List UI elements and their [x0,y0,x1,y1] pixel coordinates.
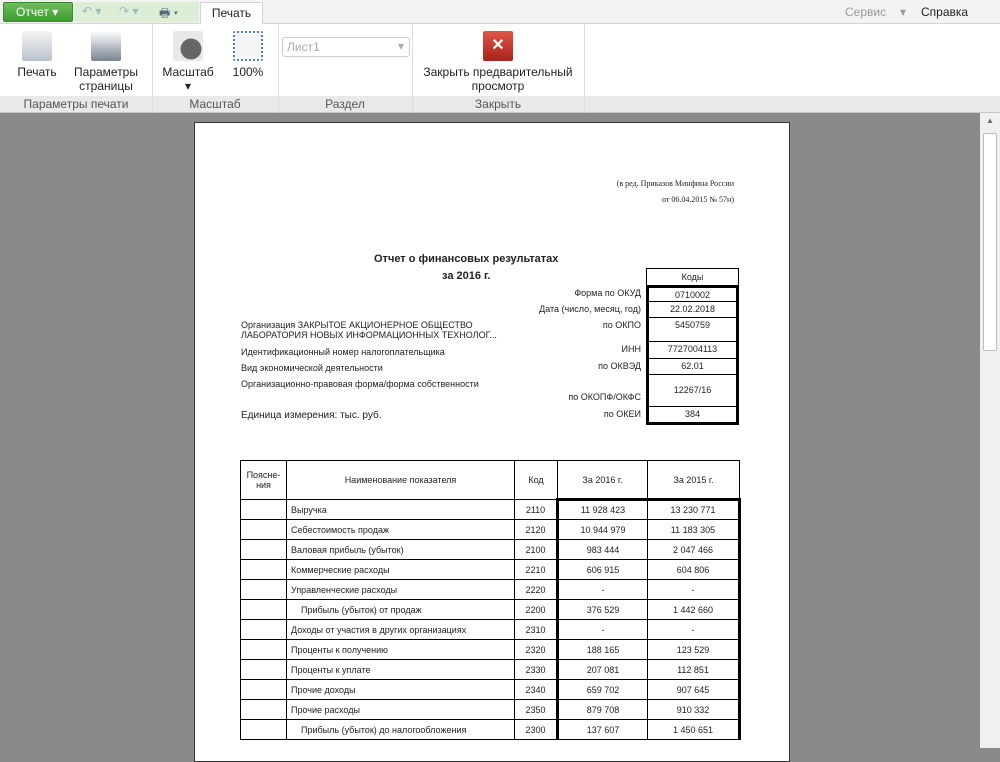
tab-print[interactable]: Печать [200,2,263,25]
cell-y2015: 11 183 305 [648,520,740,540]
divider [412,24,413,113]
divider [584,24,585,113]
scrollbar-thumb[interactable] [983,133,997,351]
cell-code: 2100 [515,540,558,560]
code-label: по ОКВЭД [598,361,641,371]
col-header-2016: За 2016 г. [558,461,648,500]
table-row [241,500,740,520]
printer-icon[interactable]: 🖶 ▾ [159,6,179,20]
cell-notes [241,500,287,520]
quick-access-toolbar [74,2,199,22]
cell-y2016: 606 915 [558,560,648,580]
cell-code: 2300 [515,720,558,740]
ribbon [0,24,1000,96]
close-preview-button[interactable] [420,31,576,93]
table-row [241,700,740,720]
report-menu-button[interactable]: Отчет ▾ [3,2,73,22]
cell-name: Проценты к получению [287,640,515,660]
inn-label: Идентификационный номер налогоплательщика [241,347,445,357]
cell-notes [241,580,287,600]
cell-code: 2200 [515,600,558,620]
table-row [241,660,740,680]
table-row [241,560,740,580]
code-value: 5450759 [646,317,739,342]
report-period: за 2016 г. [442,270,491,282]
cell-y2016: 10 944 979 [558,520,648,540]
cell-code: 2330 [515,660,558,680]
cell-notes [241,640,287,660]
col-header-indicator: Наименование показателя [287,461,515,500]
cell-name: Себестоимость продаж [287,520,515,540]
cell-y2016: 376 529 [558,600,648,620]
page-settings-label-2: страницы [79,79,133,93]
codes-header: Коды [646,268,739,286]
page-settings-button[interactable] [70,31,142,93]
scale-label: Масштаб [162,65,214,79]
cell-y2015: 910 332 [648,700,740,720]
cell-notes [241,680,287,700]
report-title: Отчет о финансовых результатах [374,253,559,265]
cell-name: Проценты к уплате [287,660,515,680]
cell-y2016: 983 444 [558,540,648,560]
cell-y2015: 112 851 [648,660,740,680]
cell-y2015: 2 047 466 [648,540,740,560]
financial-results-table [240,460,741,740]
sheet-select-value: Лист1 [287,40,320,54]
cell-code: 2350 [515,700,558,720]
cell-y2015: 1 442 660 [648,600,740,620]
help-menu[interactable]: Справка [921,5,969,19]
cell-y2015: - [648,580,740,600]
cell-code: 2340 [515,680,558,700]
edition-note: (в ред. Приказов Минфина России [616,179,734,188]
page-settings-label: Параметры [74,65,138,79]
service-menu[interactable]: Сервис [845,5,887,19]
table-row [241,600,740,620]
unit-label: Единица измерения: тыс. руб. [241,410,382,421]
table-row [241,580,740,600]
cell-name: Выручка [287,500,515,520]
table-row [241,640,740,660]
cell-y2016: 137 607 [558,720,648,740]
col-header-2015: За 2015 г. [648,461,740,500]
ribbon-group-labels [0,96,1000,113]
code-value: 12267/16 [646,374,739,407]
cell-name: Валовая прибыль (убыток) [287,540,515,560]
close-icon: ✕ [483,31,513,61]
col-header-notes: Поясне-ния [241,461,287,500]
table-row [241,680,740,700]
print-button[interactable] [15,31,59,79]
code-label: по ОКПО [602,320,641,330]
cell-y2016: 11 928 423 [558,500,648,520]
cell-y2016: 879 708 [558,700,648,720]
cell-notes [241,560,287,580]
activity-label: Вид экономической деятельности [241,363,383,373]
chevron-down-icon: ▾ [397,39,404,53]
cell-y2015: 123 529 [648,640,740,660]
cell-y2016: - [558,620,648,640]
fit-page-icon [233,31,263,61]
cell-y2015: 1 450 651 [648,720,740,740]
scale-button[interactable] [160,31,216,93]
table-row [241,520,740,540]
cell-name: Прочие расходы [287,700,515,720]
divider [152,24,153,113]
cell-notes [241,600,287,620]
chevron-down-icon: ▾ [184,79,192,93]
divider [278,24,279,113]
cell-y2015: 604 806 [648,560,740,580]
code-value: 62.01 [646,358,739,375]
zoom-100-button[interactable] [228,31,268,79]
cell-name: Прибыль (убыток) до налогообложения [287,720,515,740]
code-label: по ОКОПФ/ОКФС [568,392,641,402]
scroll-up-icon[interactable]: ▲ [986,116,994,125]
cell-code: 2120 [515,520,558,540]
col-header-code: Код [515,461,558,500]
cell-code: 2310 [515,620,558,640]
report-label: Отчет [16,5,49,19]
code-value: 7727004113 [646,341,739,359]
cell-notes [241,620,287,640]
code-label: Дата (число, месяц, год) [539,304,641,314]
page-settings-icon [91,31,121,61]
group-label-print: Параметры печати [23,97,129,111]
cell-y2015: 907 645 [648,680,740,700]
group-label-scale: Масштаб [189,97,241,111]
cell-notes [241,520,287,540]
code-value: 384 [646,406,739,425]
cell-name: Управленческие расходы [287,580,515,600]
cell-y2015: - [648,620,740,640]
cell-y2015: 13 230 771 [648,500,740,520]
printer-icon [22,31,52,61]
cell-code: 2110 [515,500,558,520]
legal-form-label: Организационно-правовая форма/форма собственности [241,379,479,389]
code-label: по ОКЕИ [603,409,641,419]
cell-y2016: 188 165 [558,640,648,660]
group-label-close: Закрыть [474,97,522,111]
code-label: ИНН [621,344,641,354]
report-page [194,122,790,762]
redo-icon[interactable]: ↷ ▾ [119,4,139,18]
cell-code: 2220 [515,580,558,600]
cell-y2016: - [558,580,648,600]
close-preview-label: Закрыть предварительный [423,65,573,79]
cell-name: Доходы от участия в других организациях [287,620,515,640]
undo-icon[interactable]: ↶ ▾ [82,4,102,18]
code-label: Форма по ОКУД [574,288,641,298]
cell-y2016: 207 081 [558,660,648,680]
cell-notes [241,700,287,720]
org-label: Организация ЗАКРЫТОЕ АКЦИОНЕРНОЕ ОБЩЕСТВО [241,320,473,330]
table-row [241,620,740,640]
zoom-100-label: 100% [232,65,264,79]
sheet-select[interactable] [282,37,410,57]
table-row [241,540,740,560]
table-row [241,720,740,740]
close-preview-label-2: просмотр [471,79,525,93]
cell-code: 2320 [515,640,558,660]
cell-y2016: 659 702 [558,680,648,700]
cell-name: Прочие доходы [287,680,515,700]
print-label: Печать [17,65,57,79]
code-value: 22.02.2018 [646,301,739,318]
title-bar [0,0,1000,24]
zoom-font-icon [173,31,203,61]
chevron-down-icon[interactable]: ▾ [900,5,907,19]
code-value: 0710002 [646,285,739,302]
org-label-2: ЛАБОРАТОРИЯ НОВЫХ ИНФОРМАЦИОННЫХ ТЕХНОЛОГ... [241,330,497,340]
cell-notes [241,540,287,560]
cell-name: Прибыль (убыток) от продаж [287,600,515,620]
cell-notes [241,720,287,740]
edition-note-2: от 06.04.2015 № 57н) [662,195,734,204]
cell-notes [241,660,287,680]
group-label-section: Раздел [325,97,365,111]
cell-code: 2210 [515,560,558,580]
cell-name: Коммерческие расходы [287,560,515,580]
